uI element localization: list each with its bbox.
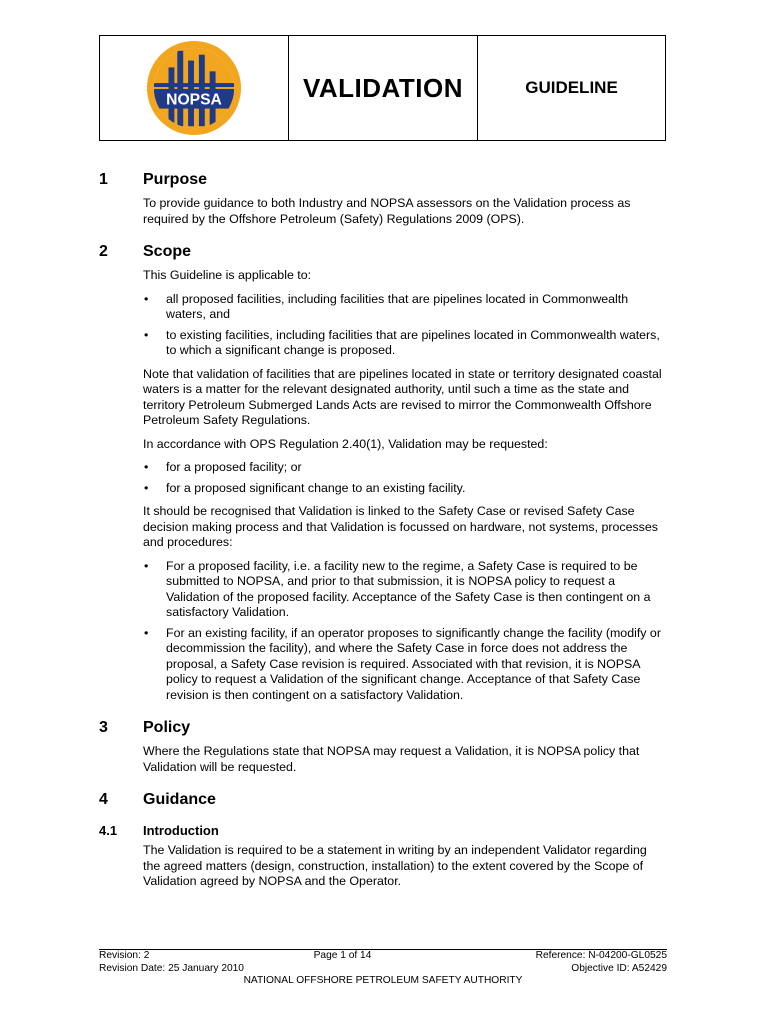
bullet-list [143, 460, 667, 496]
section-number: 4 [99, 791, 108, 808]
section-heading-scope [99, 243, 667, 261]
list-item: • to existing facilities, including facilities that are pipelines located in Commonwealth waters, to which a significant change is proposed. [144, 327, 660, 357]
paragraph: To provide guidance to both Industry and NOPSA assessors on the Validation process as required by the Offshore Petroleum (Safety) Regulations 2009 (OPS). [143, 196, 631, 226]
section-title: Policy [143, 719, 191, 736]
footer-row [99, 950, 667, 963]
section-number: 3 [99, 719, 108, 736]
logo-cell [100, 36, 289, 140]
bullet-list [143, 292, 667, 359]
page-number: Page 1 of 14 [313, 950, 372, 961]
paragraph: Where the Regulations state that NOPSA may request a Validation, it is NOPSA policy that Validation will be requested. [143, 744, 640, 774]
list-item: • For an existing facility, if an operator proposes to significantly change the facility (modify or decommission the facility), and where the Safety Case in force does not address the proposal, a Safety Case revision is required. Associated with that revision, it is NOPSA policy to request a Validation of the significant change. Acceptance of that Safety Case revision is then contingent on a satisfactory Validation. [144, 625, 661, 702]
section-heading-purpose [99, 171, 667, 189]
bullet-list [143, 559, 667, 704]
subsection-heading-introduction [99, 823, 667, 838]
paragraph: It should be recognised that Validation is linked to the Safety Case or revised Safety Case decision making process and that Validation is focussed on hardware, not systems, processes and procedures: [143, 504, 658, 549]
document-header [99, 35, 666, 141]
section-title: Purpose [143, 171, 208, 188]
paragraph: The Validation is required to be a statement in writing by an independent Validator regarding the agreed matters (design, construction, installation) to the extent covered by the Scope of Validation agreed by NOPSA and the Operator. [143, 843, 647, 888]
reference-label: Reference: N-04200-GL0525 [535, 950, 667, 961]
list-item: • all proposed facilities, including facilities that are pipelines located in Commonwealth waters, and [144, 291, 629, 321]
paragraph: This Guideline is applicable to: [143, 268, 312, 282]
document-type: GUIDELINE [525, 78, 618, 97]
section-heading-policy [99, 719, 667, 737]
list-item: • For a proposed facility, i.e. a facility new to the regime, a Safety Case is required to be submitted to NOPSA, and prior to that submission, it is NOPSA policy to request a Validation of the proposed facility. Acceptance of the Safety Case is then contingent on a satisfactory Validation. [144, 558, 651, 619]
revision-label: Revision: 2 [99, 950, 150, 961]
list-item: • for a proposed facility; or [144, 460, 302, 474]
section-title: Scope [143, 243, 192, 260]
section-title: Guidance [143, 791, 216, 808]
authority-name: NATIONAL OFFSHORE PETROLEUM SAFETY AUTHORITY [243, 975, 523, 986]
revision-date: Revision Date: 25 January 2010 [99, 962, 244, 974]
footer-row [99, 963, 667, 976]
subsection-title: Introduction [143, 823, 219, 838]
list-item: • for a proposed significant change to an existing facility. [144, 480, 466, 495]
document-body [99, 171, 667, 890]
section-number: 1 [99, 171, 108, 188]
subsection-number: 4.1 [99, 823, 118, 838]
logo-text: NOPSA [166, 91, 222, 109]
nopsa-logo [145, 39, 243, 137]
paragraph: Note that validation of facilities that are pipelines located in state or territory designated coastal waters is a matter for the relevant designated authority, until such a time as the state and territory Petroleum Submerged Lands Acts are revised to mirror the Commonwealth Offshore Petroleum Safety Regulations. [143, 366, 662, 427]
document-title: VALIDATION [289, 36, 478, 140]
section-number: 2 [99, 243, 108, 260]
paragraph: In accordance with OPS Regulation 2.40(1), Validation may be requested: [143, 436, 548, 451]
page-footer [99, 949, 667, 988]
section-heading-guidance [99, 791, 667, 809]
objective-id: Objective ID: A52429 [571, 962, 667, 974]
